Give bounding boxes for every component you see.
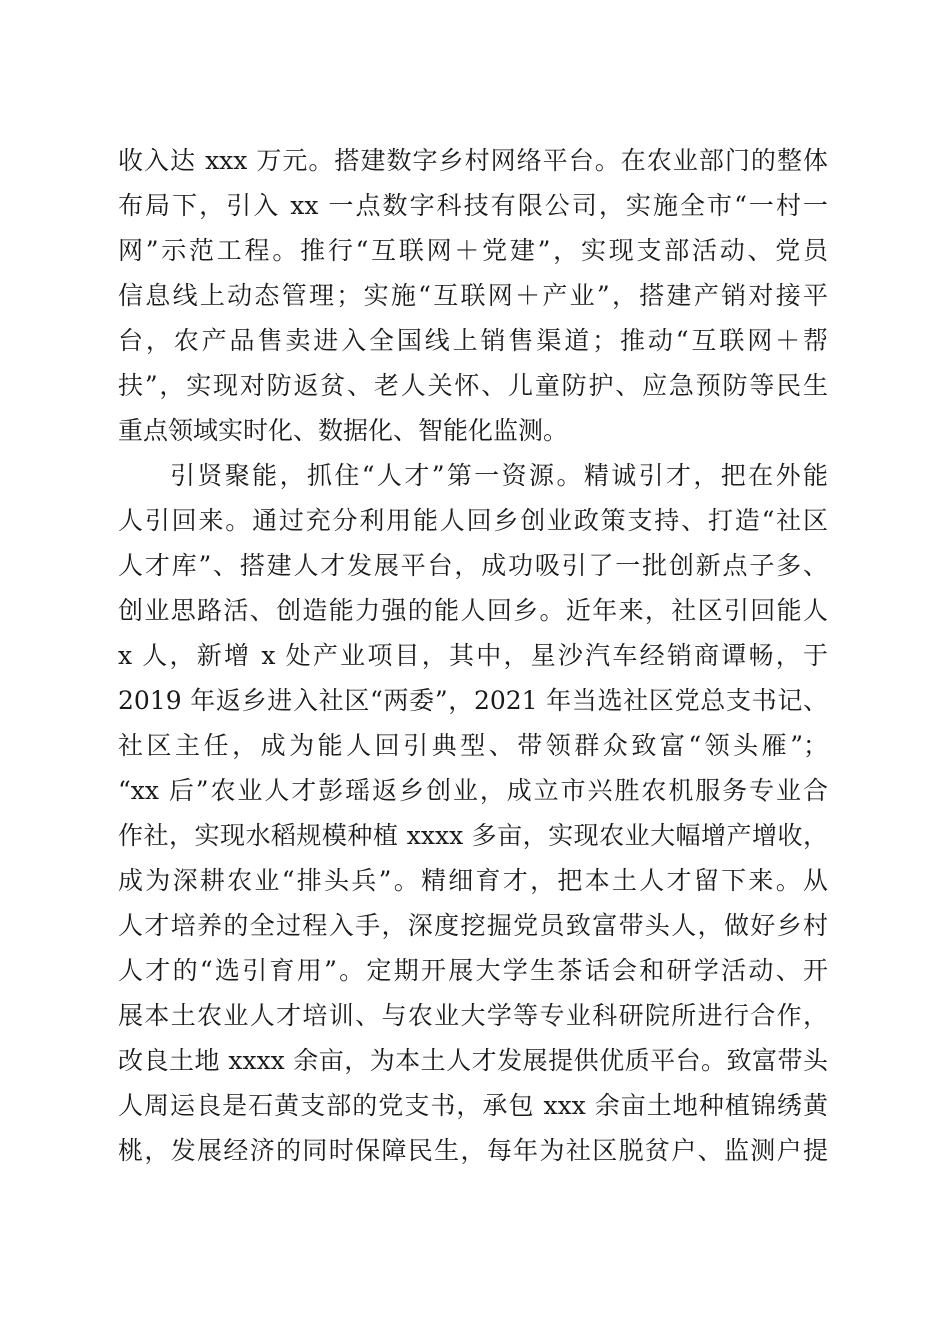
text-line: 桃，发展经济的同时保障民生，每年为社区脱贫户、监测户提	[118, 1136, 828, 1165]
text-line: 展本土农业人才培训、与农业大学等专业科研院所进行合作，	[118, 1001, 828, 1030]
text-line: 信息线上动态管理；实施“互联网＋产业”，搭建产销对接平	[118, 281, 828, 310]
text-line: 人才库”、搭建人才发展平台，成功吸引了一批创新点子多、	[118, 551, 828, 580]
text-line: 成为深耕农业“排头兵”。精细育才，把本土人才留下来。从	[118, 866, 828, 895]
text-line: 作社，实现水稻规模种植 xxxx 多亩，实现农业大幅增产增收，	[118, 821, 828, 850]
text-line: 台，农产品售卖进入全国线上销售渠道；推动“互联网＋帮	[118, 326, 828, 355]
paragraph-start-line: 引贤聚能，抓住“人才”第一资源。精诚引才，把在外能	[170, 461, 828, 490]
text-line: 重点领域实时化、数据化、智能化监测。	[118, 416, 569, 445]
text-line: 布局下，引入 xx 一点数字科技有限公司，实施全市“一村一	[118, 191, 828, 220]
text-line: 人引回来。通过充分利用能人回乡创业政策支持、打造“社区	[118, 506, 828, 535]
text-line: 改良土地 xxxx 余亩，为本土人才发展提供优质平台。致富带头	[118, 1046, 828, 1075]
text-line: 网”示范工程。推行“互联网＋党建”，实现支部活动、党员	[118, 236, 828, 265]
text-line: “xx 后”农业人才彭瑶返乡创业，成立市兴胜农机服务专业合	[118, 776, 828, 805]
text-line: 扶”，实现对防返贫、老人关怀、儿童防护、应急预防等民生	[118, 371, 828, 400]
text-line: x 人，新增 x 处产业项目，其中，星沙汽车经销商谭畅，于	[118, 641, 828, 670]
text-line: 人周运良是石黄支部的党支书，承包 xxx 余亩土地种植锦绣黄	[118, 1091, 828, 1120]
text-line: 社区主任，成为能人回引典型、带领群众致富“领头雁”；	[118, 731, 828, 760]
text-line: 收入达 xxx 万元。搭建数字乡村网络平台。在农业部门的整体	[118, 146, 828, 175]
text-line: 人才的“选引育用”。定期开展大学生茶话会和研学活动、开	[118, 956, 828, 985]
text-line: 2019 年返乡进入社区“两委”，2021 年当选社区党总支书记、	[118, 686, 828, 715]
text-line: 创业思路活、创造能力强的能人回乡。近年来，社区引回能人	[118, 596, 828, 625]
text-line: 人才培养的全过程入手，深度挖掘党员致富带头人，做好乡村	[118, 911, 828, 940]
